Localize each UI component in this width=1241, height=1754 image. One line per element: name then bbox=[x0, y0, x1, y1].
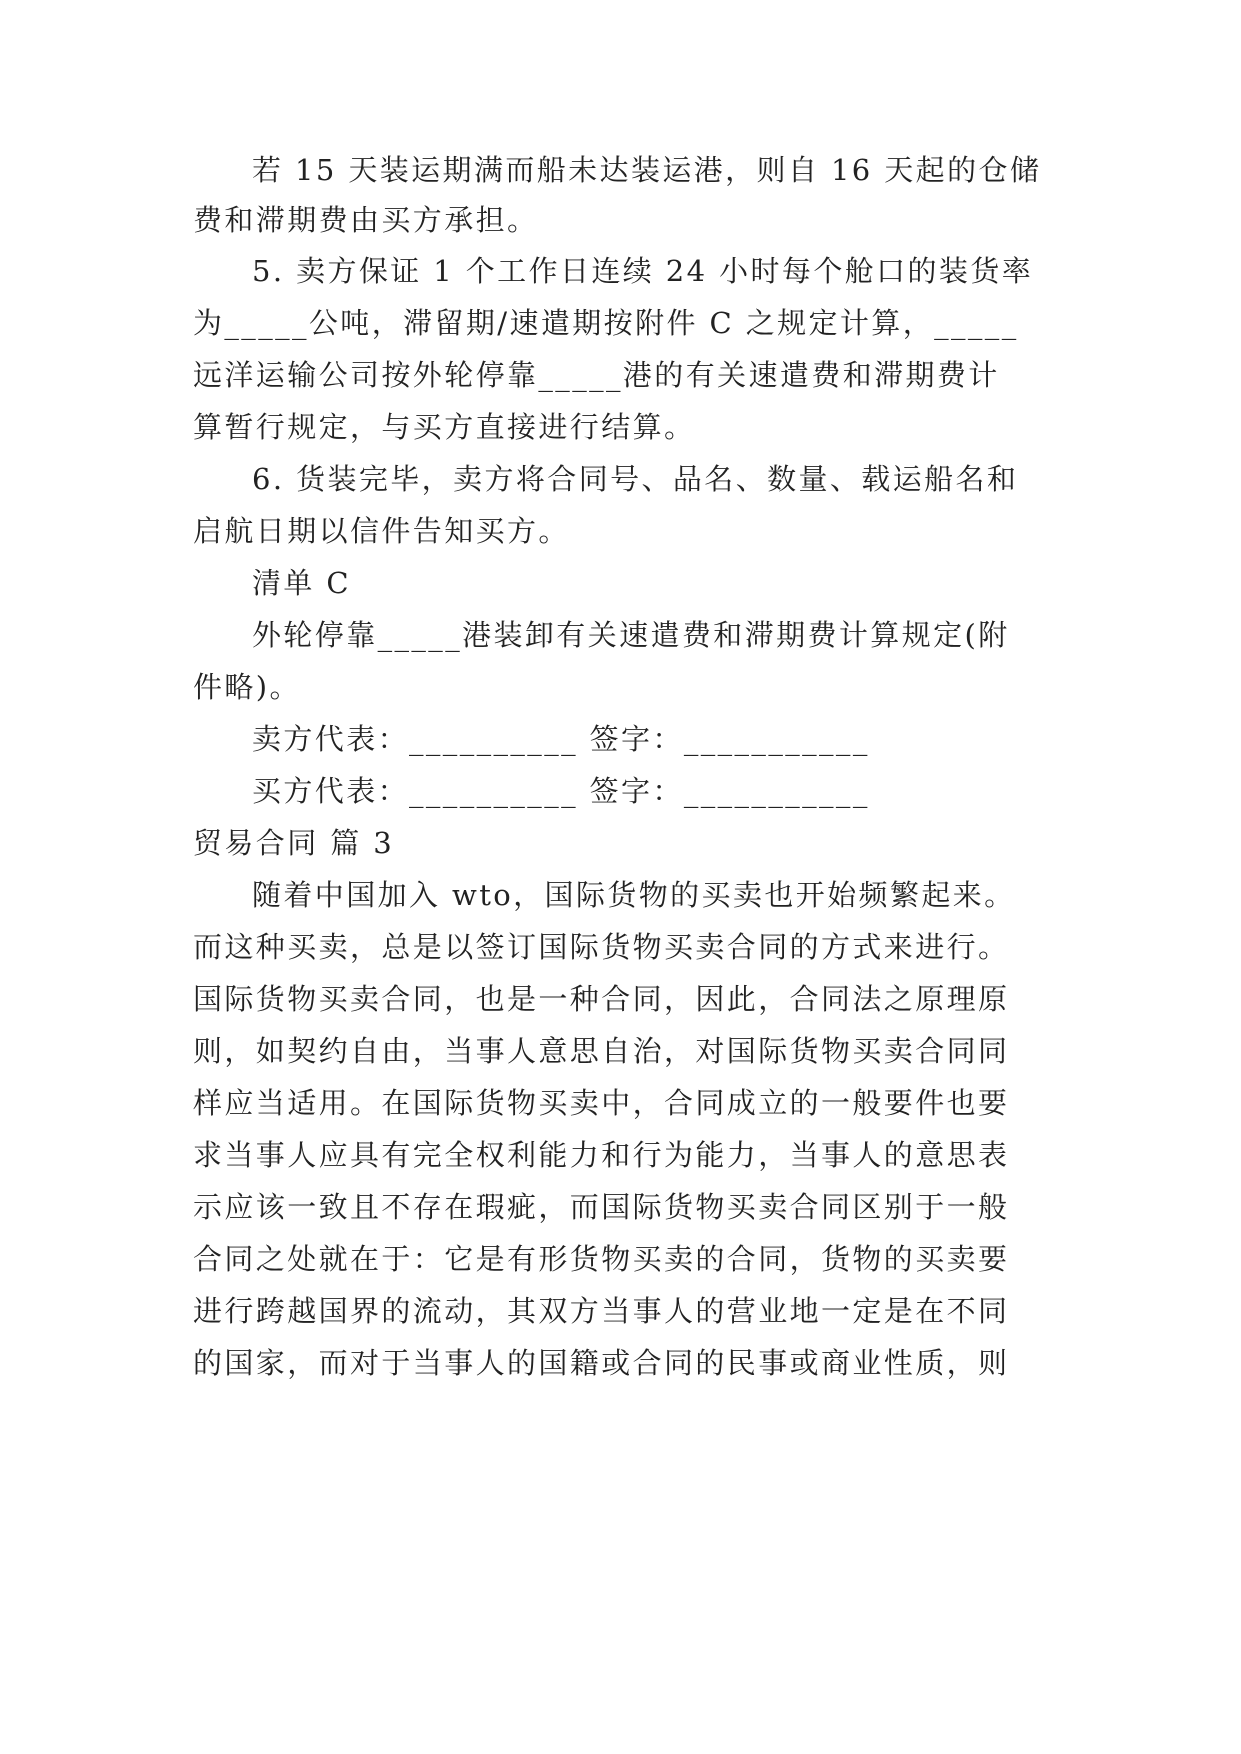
text-line: 为_____公吨，滞留期/速遣期按附件 C 之规定计算，_____ bbox=[193, 306, 1019, 340]
text-line: 启航日期以信件告知买方。 bbox=[193, 514, 570, 548]
text-line: 合同之处就在于：它是有形货物买卖的合同，货物的买卖要 bbox=[193, 1242, 1010, 1276]
text-line: 算暂行规定，与买方直接进行结算。 bbox=[193, 410, 696, 444]
text-line: 示应该一致且不存在瑕疵，而国际货物买卖合同区别于一般 bbox=[193, 1190, 1010, 1224]
text-line: 而这种买卖，总是以签订国际货物买卖合同的方式来进行。 bbox=[193, 930, 1010, 964]
text-line: 6. 货装完毕，卖方将合同号、品名、数量、载运船名和 bbox=[252, 462, 1019, 496]
text-line: 件略)。 bbox=[193, 670, 301, 704]
text-line: 随着中国加入 wto，国际货物的买卖也开始频繁起来。 bbox=[252, 878, 1016, 912]
text-line: 远洋运输公司按外轮停靠_____港的有关速遣费和滞期费计 bbox=[193, 358, 1000, 392]
text-line: 进行跨越国界的流动，其双方当事人的营业地一定是在不同 bbox=[193, 1294, 1010, 1328]
text-line: 费和滞期费由买方承担。 bbox=[193, 203, 539, 237]
signature-line-buyer: 买方代表：__________ 签字：___________ bbox=[252, 774, 870, 808]
text-line: 的国家，而对于当事人的国籍或合同的民事或商业性质，则 bbox=[193, 1346, 1010, 1380]
text-line: 求当事人应具有完全权利能力和行为能力，当事人的意思表 bbox=[193, 1138, 1010, 1172]
text-line: 国际货物买卖合同，也是一种合同，因此，合同法之原理原 bbox=[193, 982, 1010, 1016]
section-heading: 贸易合同 篇 3 bbox=[193, 826, 395, 860]
text-line: 样应当适用。在国际货物买卖中，合同成立的一般要件也要 bbox=[193, 1086, 1010, 1120]
text-line: 外轮停靠_____港装卸有关速遣费和滞期费计算规定(附 bbox=[252, 618, 1010, 652]
text-line: 若 15 天装运期满而船未达装运港，则自 16 天起的仓储 bbox=[252, 153, 1042, 187]
text-line: 则，如契约自由，当事人意思自治，对国际货物买卖合同同 bbox=[193, 1034, 1010, 1068]
signature-line-seller: 卖方代表：__________ 签字：___________ bbox=[252, 722, 870, 756]
text-line: 清单 C bbox=[252, 566, 352, 600]
text-line: 5. 卖方保证 1 个工作日连续 24 小时每个舱口的装货率 bbox=[252, 254, 1034, 288]
